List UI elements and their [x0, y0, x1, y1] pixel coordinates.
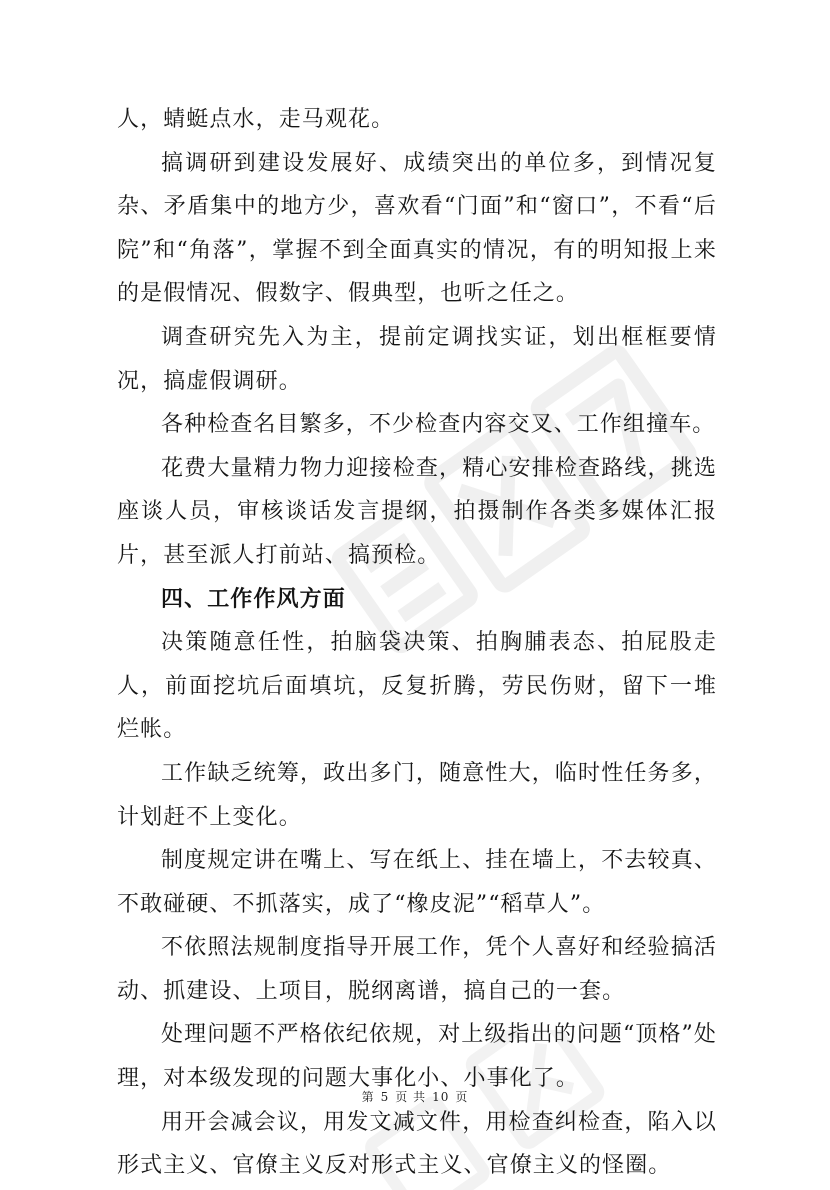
- footer-suffix: 页: [455, 1090, 469, 1104]
- paragraph: 决策随意任性，拍脑袋决策、拍胸脯表态、拍屁股走人，前面挖坑后面填坑，反复折腾，劳民伤财，留下一堆烂帐。: [117, 630, 717, 743]
- paragraph: 搞调研到建设发展好、成绩突出的单位多，到情况复杂、矛盾集中的地方少，喜欢看“门面”和“窗口”，不看“后院”和“角落”，掌握不到全面真实的情况，有的明知报上来的是假情况、假数字、假典型，也听之任之。: [117, 150, 717, 307]
- paragraph: 制度规定讲在嘴上、写在纸上、挂在墙上，不去较真、不敢碰硬、不抓落实，成了“橡皮泥”“稻草人”。: [117, 848, 717, 917]
- footer-mid: 页 共: [395, 1090, 427, 1104]
- paragraph: 各种检查名目繁多，不少检查内容交叉、工作组撞车。: [161, 412, 716, 438]
- footer-prefix: 第: [361, 1090, 375, 1104]
- footer-current-page: 5: [380, 1090, 390, 1104]
- footer-total-pages: 10: [432, 1090, 450, 1104]
- paragraph: 用开会减会议，用发文减文件，用检查纠检查，陷入以形式主义、官僚主义反对形式主义、官僚主义的怪圈。: [117, 1109, 717, 1179]
- document-body: [117, 98, 717, 1188]
- paragraph: 调查研究先入为主，提前定调找实证，划出框框要情况，搞虚假调研。: [117, 324, 717, 394]
- paragraph: 花费大量精力物力迎接检查，精心安排检查路线，挑选座谈人员，审核谈话发言提纲，拍摄制作各类多媒体汇报片，甚至派人打前站、搞预检。: [117, 455, 717, 568]
- paragraph: 工作缺乏统筹，政出多门，随意性大，临时性任务多，计划赶不上变化。: [117, 760, 717, 830]
- paragraph: 人，蜻蜓点水，走马观花。: [117, 107, 395, 132]
- paragraph: 不依照法规制度指导开展工作，凭个人喜好和经验搞活动、抓建设、上项目，脱纲离谱，搞自己的一套。: [117, 935, 717, 1004]
- section-heading: 四、工作作风方面: [161, 585, 346, 612]
- page-footer: [0, 1088, 830, 1105]
- paragraph: 处理问题不严格依纪依规，对上级指出的问题“顶格”处理，对本级发现的问题大事化小、小事化了。: [117, 1022, 717, 1092]
